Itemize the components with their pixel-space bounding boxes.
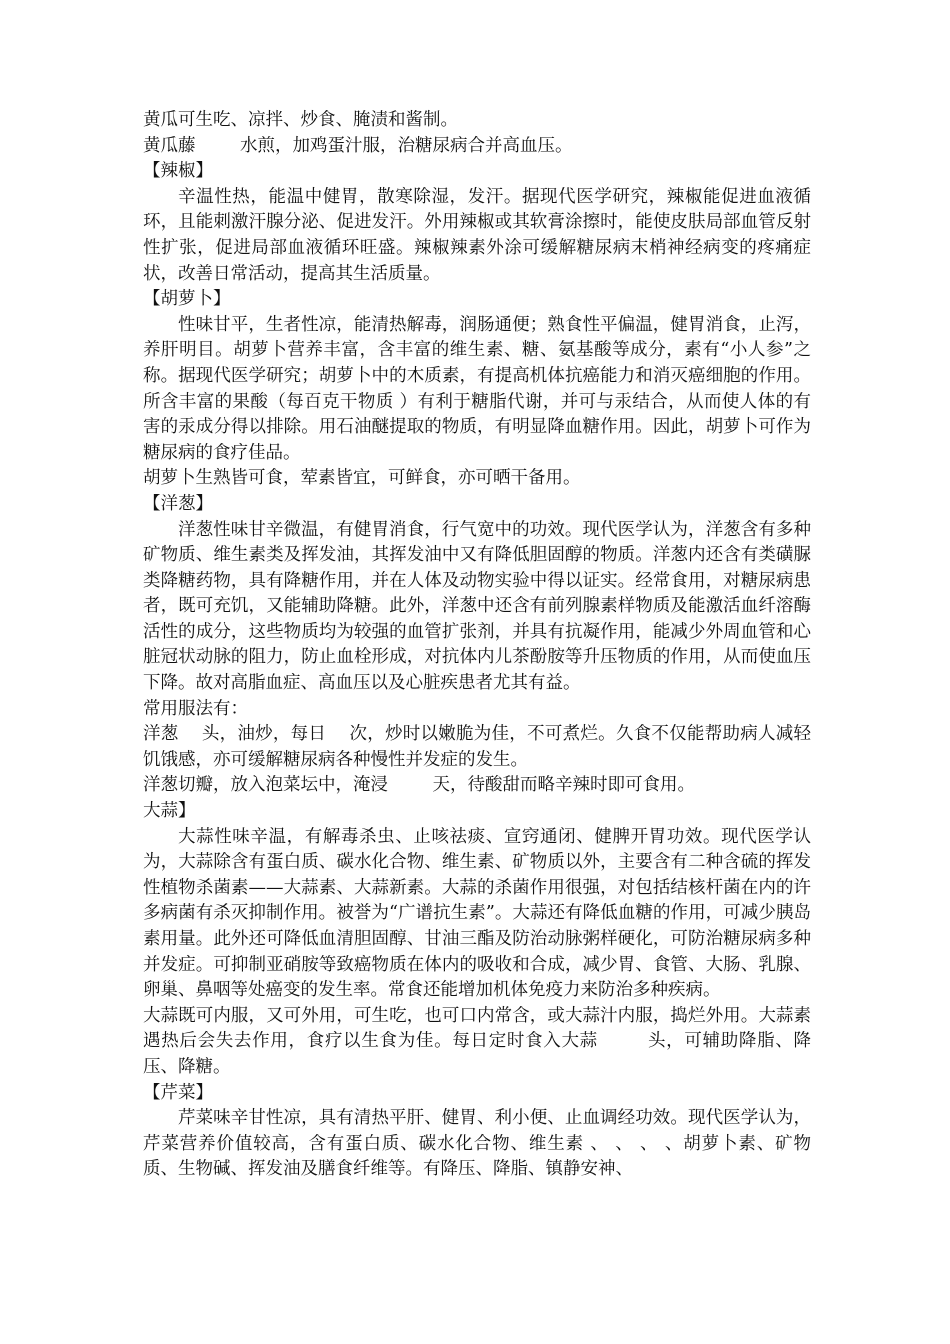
section-heading-onion: 【洋葱】 bbox=[143, 493, 213, 514]
section-carrot bbox=[143, 287, 811, 492]
carrot-note: 胡萝卜生熟皆可食，荤素皆宜，可鲜食，亦可晒干备用。 bbox=[143, 468, 581, 489]
cucumber-usage-text: 黄瓜可生吃、凉拌、炒食、腌渍和酱制。 bbox=[143, 110, 458, 130]
document-page bbox=[143, 108, 811, 1183]
section-heading-carrot: 【胡萝卜】 bbox=[143, 289, 231, 310]
section-body-carrot: 性味甘平，生者性凉，能清热解毒，润肠通便；熟食性平偏温，健胃消食，止泻，养肝明目。胡萝卜营养丰富，含丰富的维生素、糖、氨基酸等成分，素有“小人参”之称。据现代医学研究；胡萝卜中的木质素，有提高机体抗癌能力和消灭癌细胞的作用。所含丰富的果酸（每百克干物质 ）有利于糖脂代谢，并可与汞结合，从而使人体的有害的汞成分得以排除。用石油醚提取的物质，有明显降血糖作用。因此，胡萝卜可作为糖尿病的食疗佳品。 bbox=[143, 314, 811, 463]
garlic-note: 大蒜既可内服，又可外用，可生吃，也可口内常含，或大蒜汁内服，捣烂外用。大蒜素遇热后会失去作用，食疗以生食为佳。每日定时食入大蒜 头，可辅助降脂、降压、降糖。 bbox=[143, 1005, 811, 1077]
onion-usage-heading: 常用服法有： bbox=[143, 698, 248, 719]
section-garlic bbox=[143, 799, 811, 1081]
section-chili bbox=[143, 159, 811, 287]
section-heading-garlic: 大蒜】 bbox=[143, 801, 196, 822]
section-celery bbox=[143, 1081, 811, 1183]
onion-usage-2: 洋葱切瓣，放入泡菜坛中，淹浸 天，待酸甜而略辛辣时即可食用。 bbox=[143, 775, 695, 796]
section-body-chili: 辛温性热，能温中健胃，散寒除湿，发汗。据现代医学研究，辣椒能促进血液循环，且能刺激汗腺分泌、促进发汗。外用辣椒或其软膏涂擦时，能使皮肤局部血管反射性扩张，促进局部血液循环旺盛。辣椒辣素外涂可缓解糖尿病末梢神经病变的疼痛症状，改善日常活动，提高其生活质量。 bbox=[143, 186, 811, 284]
onion-usage-1: 洋葱 头，油炒，每日 次，炒时以嫩脆为佳，不可煮烂。久食不仅能帮助病人减轻饥饿感，亦可缓解糖尿病各种慢性并发症的发生。 bbox=[143, 724, 811, 770]
section-heading-celery: 【芹菜】 bbox=[143, 1082, 213, 1103]
section-body-onion: 洋葱性味甘辛微温，有健胃消食，行气宽中的功效。现代医学认为，洋葱含有多种矿物质、维生素类及挥发油，其挥发油中又有降低胆固醇的物质。洋葱内还含有类磺脲类降糖药物，具有降糖作用，并在人体及动物实验中得以证实。经常食用，对糖尿病患者，既可充饥，又能辅助降糖。此外，洋葱中还含有前列腺素样物质及能激活血纤溶酶活性的成分，这些物质均为较强的血管扩张剂，并具有抗凝作用，能减少外周血管和心脏冠状动脉的阻力，防止血栓形成，对抗体内儿茶酚胺等升压物质的作用，从而使血压下降。故对高脂血症、高血压以及心脏疾患者尤其有益。 bbox=[143, 519, 811, 694]
section-body-garlic: 大蒜性味辛温，有解毒杀虫、止咳祛痰、宣窍通闭、健脾开胃功效。现代医学认为，大蒜除含有蛋白质、碳水化合物、维生素、矿物质以外，主要含有二种含硫的挥发性植物杀菌素——大蒜素、大蒜新素。大蒜的杀菌作用很强，对包括结核杆菌在内的许多病菌有杀灭抑制作用。被誉为“广谱抗生素”。大蒜还有降低血糖的作用，可减少胰岛素用量。此外还可降低血清胆固醇、甘油三酯及防治动脉粥样硬化，可防治糖尿病多种并发症。可抑制亚硝胺等致癌物质在体内的吸收和合成，减少胃、食管、大肠、乳腺、卵巢、鼻咽等处癌变的发生率。常食还能增加机体免疫力来防治多种疾病。 bbox=[143, 826, 811, 1001]
section-onion bbox=[143, 492, 811, 799]
section-body-celery: 芹菜味辛甘性凉，具有清热平肝、健胃、利小便、止血调经功效。现代医学认为，芹菜营养价值较高，含有蛋白质、碳水化合物、维生素 、 、 、 、胡萝卜素、矿物质、生物碱、挥发油及膳食纤维等。有降压、降脂、镇静安神、 bbox=[143, 1108, 811, 1180]
cucumber-vine-remedy: 黄瓜藤 水煎，加鸡蛋汁服，治糖尿病合并高血压。 bbox=[143, 135, 573, 156]
section-heading-chili: 【辣椒】 bbox=[143, 161, 213, 182]
